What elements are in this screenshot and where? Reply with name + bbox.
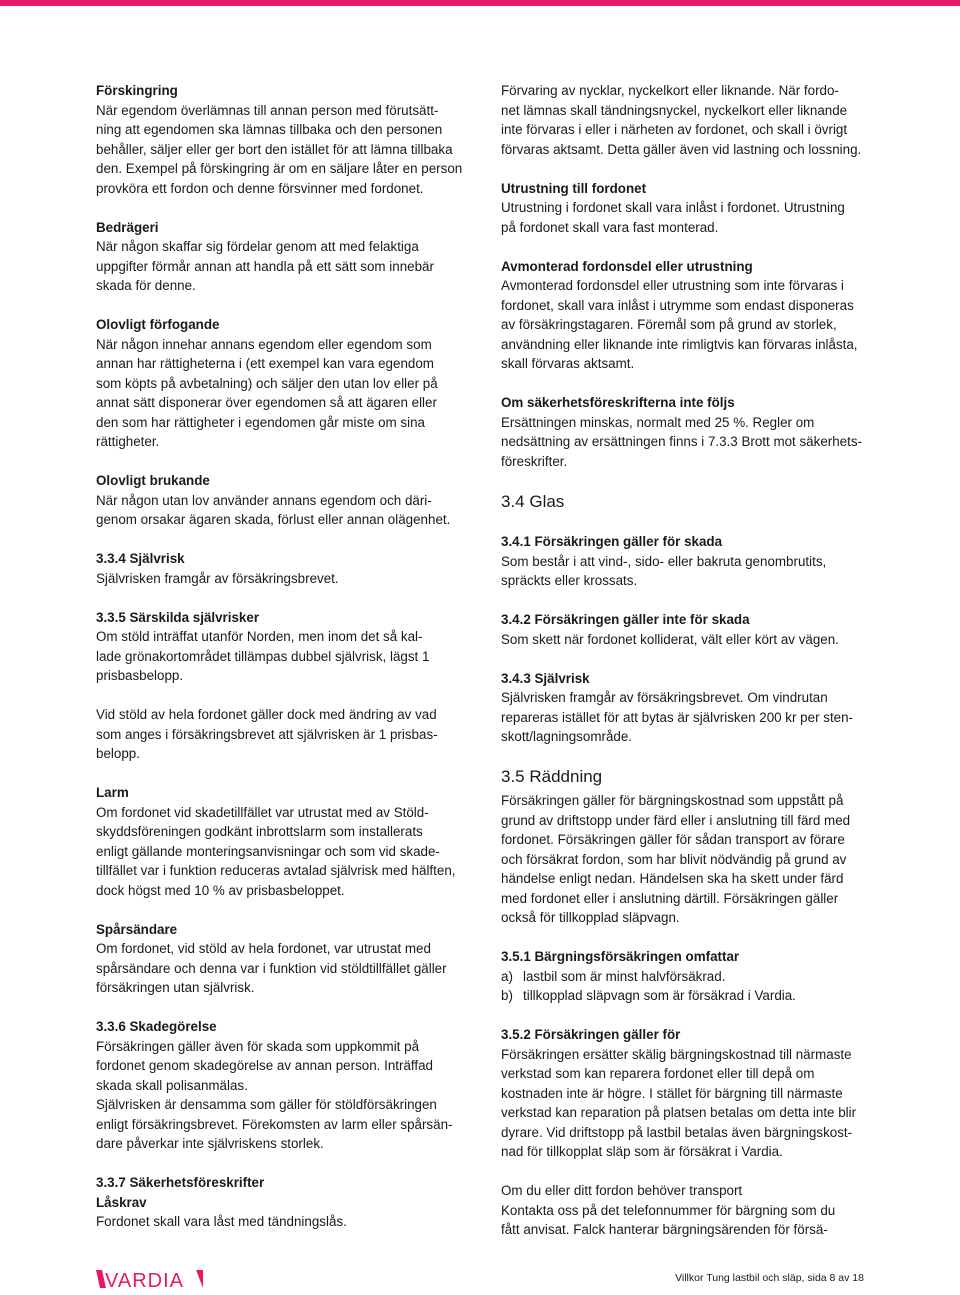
body-text-line: verkstad som kan reparera fordonet eller till depå om: [501, 1066, 815, 1081]
body-text-line: grund av driftstopp under färd eller i anslutning till färd med: [501, 812, 851, 828]
section-title: 3.5 Räddning: [501, 767, 603, 786]
body-text-line: dare påverkar inte självriskens storlek.: [96, 1136, 324, 1151]
body-text-line: provköra ett fordon och denne försvinner med fordonet.: [96, 180, 424, 196]
body-text-line: rättigheter.: [96, 434, 160, 449]
section-title: 3.4 Glas: [501, 491, 565, 511]
body-text-line: Självrisken är densamma som gäller för stöldförsäkringen: [96, 1097, 437, 1112]
body-text-line: belopp.: [96, 746, 140, 761]
body-text-line: Försäkringen gäller för bärgningskostnad som uppstått på: [501, 793, 844, 808]
list-item: [501, 967, 881, 987]
section: [501, 1181, 881, 1240]
section: [96, 920, 476, 998]
section: [96, 1173, 476, 1193]
body-text-line: med fordonet eller i anslutning därtill. Försäkringen gäller: [501, 890, 839, 906]
body-text-line: När någon utan lov använder annans egendom och däri-: [96, 492, 432, 508]
body-text-line: uppgifter förmår annan att handla på ett sätt som innebär: [96, 258, 434, 274]
section: [501, 179, 881, 238]
body-text-line: försäkringen utan självrisk.: [96, 980, 255, 995]
body-text-line: förvaras aktsamt. Detta gäller även vid lastning och lossning.: [501, 141, 862, 157]
section: [501, 766, 881, 928]
body-text-line: föreskrifter.: [501, 453, 568, 469]
body-text-line: verkstad kan reparation på platsen betalas om detta inte blir: [501, 1105, 857, 1120]
logo-right-mark: [196, 1270, 203, 1288]
body-text-line: Som består i att vind-, sido- eller bakruta genombrutits,: [501, 553, 827, 569]
body-text-line: skyddsföreningen godkänt inbrottslarm som installerats: [96, 824, 423, 839]
body-text-line: behåller, säljer eller ger bort den istället för att lämna tillbaka: [96, 141, 453, 157]
body-text-line: av försäkringstagaren. Föremål som på grund av storlek,: [501, 317, 837, 332]
section-heading: 3.3.5 Särskilda självrisker: [96, 609, 260, 625]
body-text-line: användning eller liknande inte rimligtvis kan förvaras inlåsta,: [501, 336, 858, 352]
body-text-line: annat sätt disponerar över egendomen så att ägaren eller: [96, 395, 437, 410]
logo-wordmark: VARDIA: [105, 1270, 184, 1290]
body-text-line: tillfället var i funktion reduceras avtalad självrisk med hälften,: [96, 863, 456, 878]
body-text-line: på fordonet skall vara fast monterad.: [501, 219, 719, 235]
body-text-line: fordonet, skall vara inlåst i utrymme som endast disponeras: [501, 297, 854, 313]
section: [501, 1025, 881, 1162]
body-text-line: Som skett när fordonet kolliderat, vält eller kört av vägen.: [501, 631, 839, 647]
body-text-line: När någon skaffar sig fördelar genom att med felaktiga: [96, 239, 419, 254]
body-text-line: dyrare. Vid driftstopp på lastbil betalas även bärgningskost-: [501, 1124, 853, 1140]
body-text-line: När egendom överlämnas till annan person med förutsätt-: [96, 102, 439, 118]
body-text-line: prisbasbelopp.: [96, 668, 184, 683]
right-column: [501, 81, 881, 1259]
body-text-line: inte förvaras i eller i närheten av fordonet, och skall i övrigt: [501, 122, 848, 137]
body-text-line: nad för tillkopplat släp som är försäkrat i Vardia.: [501, 1144, 783, 1159]
section-heading: Avmonterad fordonsdel eller utrustning: [501, 258, 753, 274]
body-text-line: spräckts eller krossats.: [501, 573, 638, 588]
section-heading: Larm: [96, 785, 129, 800]
body-text-line: Förvaring av nycklar, nyckelkort eller liknande. När fordo-: [501, 83, 839, 98]
body-text-line: enligt gällande monteringsanvisningar och som vid skade-: [96, 843, 440, 859]
section: [96, 705, 476, 764]
left-column: [96, 81, 476, 1251]
section: [96, 218, 476, 296]
section-heading: 3.3.6 Skadegörelse: [96, 1019, 217, 1034]
section: [501, 610, 881, 649]
body-text-line: Om du eller ditt fordon behöver transport: [501, 1183, 743, 1198]
body-text-line: nedsättning av ersättningen finns i 7.3.3 Brott mot säkerhets-: [501, 434, 863, 449]
body-text-line: Om fordonet, vid stöld av hela fordonet, var utrustat med: [96, 941, 431, 956]
body-text-line: Vid stöld av hela fordonet gäller dock med ändring av vad: [96, 707, 437, 722]
section-heading: Olovligt förfogande: [96, 317, 220, 332]
body-text-line: spårsändare och denna var i funktion vid stöldtillfället gäller: [96, 960, 447, 976]
body-text-line: skada skall polisanmälas.: [96, 1077, 248, 1093]
section-heading: 3.4.2 Försäkringen gäller inte för skada: [501, 612, 750, 627]
body-text-line: net lämnas skall tändningsnyckel, nyckelkort eller liknande: [501, 102, 848, 118]
body-text-line: fordonet genom skadegörelse av annan person. Inträffad: [96, 1058, 433, 1073]
top-accent-bar: [0, 0, 960, 6]
section-heading: Förskingring: [96, 83, 178, 98]
body-text-line: fått anvisat. Falck hanterar bärgningsärenden för försä-: [501, 1222, 828, 1237]
body-text-line: dock högst med 10 % av prisbasbeloppet.: [96, 882, 345, 898]
body-text-line: repareras istället för att bytas är självrisken 200 kr per sten-: [501, 709, 854, 725]
body-text-line: skott/lagningsområde.: [501, 729, 633, 744]
body-text-line: genom orsakar ägaren skada, förlust eller annan olägenhet.: [96, 512, 451, 527]
body-text-line: händelse enligt nedan. Händelsen ska ha skett under färd: [501, 871, 844, 886]
list-text: lastbil som är minst halvförsäkrad.: [523, 968, 726, 984]
section: [501, 491, 881, 513]
body-text-line: Kontakta oss på det telefonnummer för bärgning som du: [501, 1202, 836, 1218]
body-text-line: Om stöld inträffat utanför Norden, men inom det så kal-: [96, 629, 423, 644]
body-text-line: Försäkringen ersätter skälig bärgningskostnad till närmaste: [501, 1046, 852, 1062]
section: [96, 471, 476, 530]
body-text-line: Ersättningen minskas, normalt med 25 %. Regler om: [501, 414, 815, 430]
body-text-line: Självrisken framgår av försäkringsbrevet. Om vindrutan: [501, 690, 828, 705]
list-text: tillkopplad släpvagn som är försäkrad i Vardia.: [523, 988, 796, 1003]
section: [96, 315, 476, 452]
body-text-line: kostnaden inte är högre. I stället för bärgning till närmaste: [501, 1085, 843, 1101]
section: [501, 81, 881, 159]
body-text-line: Fordonet skall vara låst med tändningslås.: [96, 1214, 347, 1229]
section-heading: Låskrav: [96, 1194, 147, 1210]
body-text-line: också för tillkopplad släpvagn.: [501, 910, 680, 925]
section: [96, 1193, 476, 1232]
section: [501, 393, 881, 471]
body-text-line: den som har rättigheter i egendomen går miste om sina: [96, 414, 425, 430]
section: [96, 608, 476, 686]
footer-page-info: Villkor Tung lastbil och släp, sida 8 av 18: [675, 1272, 864, 1284]
section: [96, 81, 476, 198]
body-text-line: som anges i försäkringsbrevet att självrisken är 1 prisbas-: [96, 726, 438, 742]
section: [501, 947, 881, 1006]
body-text-line: den. Exempel på förskingring är om en säljare låter en person: [96, 161, 463, 176]
section: [501, 532, 881, 591]
body-text-line: annan har rättigheterna i (ett exempel kan vara egendom: [96, 356, 434, 371]
section-heading: 3.3.4 Självrisk: [96, 551, 185, 566]
section: [96, 783, 476, 900]
section: [501, 257, 881, 374]
section-heading: Bedrägeri: [96, 219, 159, 235]
body-text-line: och försäkrat fordon, som har blivit nödvändig på grund av: [501, 851, 847, 867]
section-heading: 3.4.3 Självrisk: [501, 670, 590, 686]
body-text-line: enligt försäkringsbrevet. Förekomsten av larm eller spårsän-: [96, 1116, 453, 1132]
body-text-line: När någon innehar annans egendom eller egendom som: [96, 336, 432, 352]
body-text-line: fordonet. Försäkringen gäller för sådan transport av förare: [501, 832, 845, 847]
body-text-line: skall förvaras aktsamt.: [501, 356, 635, 371]
list-letter: b): [501, 988, 513, 1003]
body-text-line: ning att egendomen ska lämnas tillbaka och den personen: [96, 122, 443, 137]
vardia-logo: [96, 1268, 206, 1290]
section-heading: 3.5.1 Bärgningsförsäkringen omfattar: [501, 949, 740, 964]
section-heading: 3.5.2 Försäkringen gäller för: [501, 1027, 681, 1042]
section-heading: Om säkerhetsföreskrifterna inte följs: [501, 395, 735, 410]
section-heading: Olovligt brukande: [96, 473, 210, 488]
body-text-line: som köpts på avbetalning) och säljer den utan lov eller på: [96, 375, 438, 391]
list-item: [501, 986, 881, 1006]
body-text-line: Om fordonet vid skadetillfället var utrustat med av Stöld-: [96, 804, 429, 820]
section: [501, 669, 881, 747]
section-heading: Spårsändare: [96, 921, 178, 937]
section: [96, 549, 476, 588]
list-letter: a): [501, 968, 513, 984]
section-heading: 3.4.1 Försäkringen gäller för skada: [501, 534, 723, 549]
body-text-line: Avmonterad fordonsdel eller utrustning som inte förvaras i: [501, 278, 844, 293]
body-text-line: lade grönakortområdet tillämpas dubbel självrisk, lägst 1: [96, 648, 430, 664]
section-heading: Utrustning till fordonet: [501, 180, 647, 196]
body-text-line: Självrisken framgår av försäkringsbrevet.: [96, 570, 339, 586]
body-text-line: skada för denne.: [96, 278, 196, 293]
section-heading: 3.3.7 Säkerhetsföreskrifter: [96, 1175, 265, 1190]
body-text-line: Utrustning i fordonet skall vara inlåst i fordonet. Utrustning: [501, 200, 845, 215]
body-text-line: Försäkringen gäller även för skada som uppkommit på: [96, 1038, 420, 1054]
section: [96, 1017, 476, 1154]
